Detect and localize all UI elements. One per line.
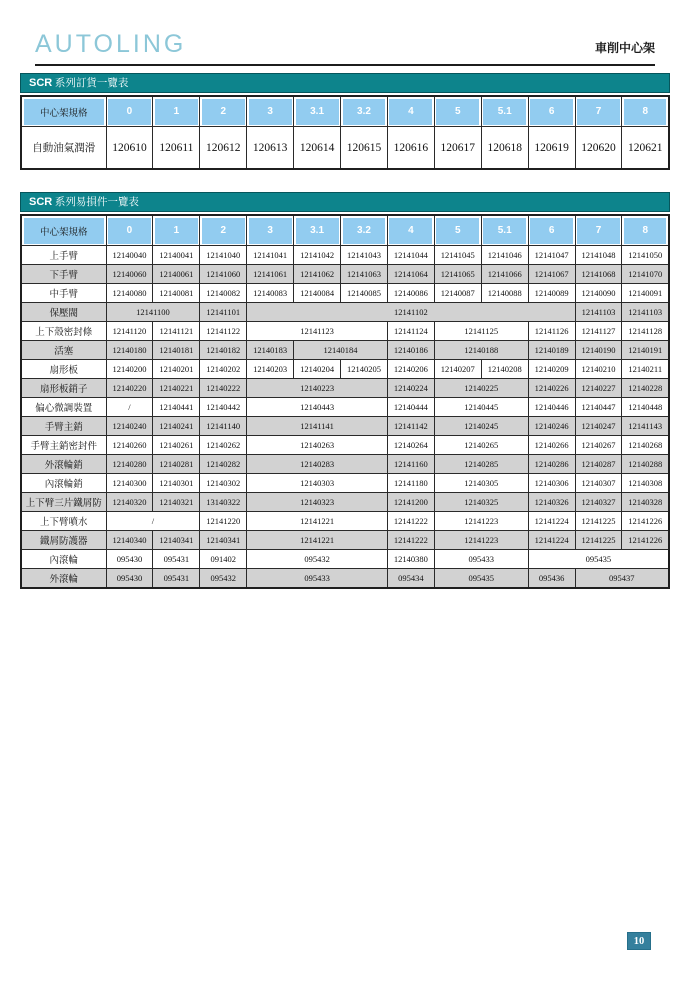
parts-table-title-bar (20, 192, 670, 212)
part-number-cell: 12141101 (200, 303, 247, 322)
page-number-badge: 10 (627, 932, 651, 950)
table-row (21, 417, 669, 436)
row-label: 保壓閥 (21, 303, 106, 322)
part-number-cell: 12141221 (247, 512, 388, 531)
part-number-cell: 12141042 (294, 246, 341, 265)
part-number-cell: 095437 (575, 569, 669, 589)
table-row (21, 303, 669, 322)
row-label: 活塞 (21, 341, 106, 360)
part-number-cell: 12140245 (434, 417, 528, 436)
part-number-cell: 12141048 (575, 246, 622, 265)
size-column-header: 4 (387, 96, 434, 127)
part-number-cell: 12140441 (153, 398, 200, 417)
part-number-cell: 12140180 (106, 341, 153, 360)
table-row (21, 284, 669, 303)
part-number-cell: 12140303 (247, 474, 388, 493)
part-number-cell: 12140267 (575, 436, 622, 455)
part-number-cell: 12140241 (153, 417, 200, 436)
order-table-title-bar (20, 73, 670, 93)
part-number-cell: 12140181 (153, 341, 200, 360)
part-number-cell: 095433 (434, 550, 528, 569)
part-number-cell: 12141224 (528, 512, 575, 531)
part-number-cell: 12140221 (153, 379, 200, 398)
part-number-cell: 12140300 (106, 474, 153, 493)
part-number-cell: 095435 (528, 550, 669, 569)
part-number-cell: 12140282 (200, 455, 247, 474)
size-column-header: 0 (106, 215, 153, 246)
part-number-cell: 12140443 (247, 398, 388, 417)
part-number-cell: 12141124 (387, 322, 434, 341)
part-number-cell: 12140190 (575, 341, 622, 360)
part-number-cell: 12140220 (106, 379, 153, 398)
part-number-cell: 12141122 (200, 322, 247, 341)
size-column-header: 6 (528, 215, 575, 246)
row-label: 自動油氣潤滑 (21, 127, 106, 170)
row-label: 外滾輪銷 (21, 455, 106, 474)
order-table-grid (20, 95, 670, 170)
table-row (21, 569, 669, 589)
part-number-cell: 12141143 (622, 417, 669, 436)
part-number-cell: 120613 (247, 127, 294, 170)
part-number-cell: 120618 (481, 127, 528, 170)
order-table-title-text: 系列訂貨一覽表 (52, 78, 129, 89)
part-number-cell: 12140448 (622, 398, 669, 417)
size-column-header: 1 (153, 96, 200, 127)
part-number-cell: 12141123 (247, 322, 388, 341)
part-number-cell: 12140191 (622, 341, 669, 360)
size-column-header: 5.1 (481, 96, 528, 127)
part-number-cell: 12141067 (528, 265, 575, 284)
row-label: 上下臂噴水 (21, 512, 106, 531)
part-number-cell: 12141102 (247, 303, 575, 322)
part-number-cell: 12140445 (434, 398, 528, 417)
part-number-cell: 12140327 (575, 493, 622, 512)
part-number-cell: 095431 (153, 569, 200, 589)
part-number-cell: 12140444 (387, 398, 434, 417)
part-number-cell: 12140182 (200, 341, 247, 360)
part-number-cell: 12140083 (247, 284, 294, 303)
part-number-cell: 12140082 (200, 284, 247, 303)
table-row (21, 322, 669, 341)
part-number-cell: 12140080 (106, 284, 153, 303)
part-number-cell: 095432 (200, 569, 247, 589)
part-number-cell: 12140265 (434, 436, 528, 455)
size-column-header: 3 (247, 96, 294, 127)
row-label: 手臂主銷 (21, 417, 106, 436)
part-number-cell: 12140222 (200, 379, 247, 398)
part-number-cell: 12141225 (575, 531, 622, 550)
size-column-header: 3.2 (341, 215, 388, 246)
part-number-cell: 12140209 (528, 360, 575, 379)
part-number-cell: 12140200 (106, 360, 153, 379)
part-number-cell: 12140262 (200, 436, 247, 455)
part-number-cell: 12141062 (294, 265, 341, 284)
part-number-cell: 12141065 (434, 265, 481, 284)
table-row (21, 398, 669, 417)
size-column-header: 7 (575, 96, 622, 127)
part-number-cell: 12140307 (575, 474, 622, 493)
size-column-header: 2 (200, 215, 247, 246)
part-number-cell: 120611 (153, 127, 200, 170)
part-number-cell: 12141046 (481, 246, 528, 265)
table-row (21, 550, 669, 569)
part-number-cell: 12141126 (528, 322, 575, 341)
part-number-cell: 12141223 (434, 512, 528, 531)
part-number-cell: 12140040 (106, 246, 153, 265)
part-number-cell: 12141060 (200, 265, 247, 284)
table-row (21, 436, 669, 455)
parts-table-title-text: 系列易損件一覽表 (52, 197, 139, 208)
part-number-cell: 120617 (434, 127, 481, 170)
brand-logo: AUTOLING (35, 30, 187, 58)
part-number-cell: 12141063 (341, 265, 388, 284)
part-number-cell: 12140326 (528, 493, 575, 512)
part-number-cell: 12140260 (106, 436, 153, 455)
part-number-cell: 12140287 (575, 455, 622, 474)
part-number-cell: 12141050 (622, 246, 669, 265)
size-column-header: 2 (200, 96, 247, 127)
part-number-cell: 12140085 (341, 284, 388, 303)
part-number-cell: 12140328 (622, 493, 669, 512)
size-column-header: 3.2 (341, 96, 388, 127)
part-number-cell: 12140183 (247, 341, 294, 360)
size-column-header: 7 (575, 215, 622, 246)
part-number-cell: 12140325 (434, 493, 528, 512)
part-number-cell: 095434 (387, 569, 434, 589)
part-number-cell: 12141223 (434, 531, 528, 550)
part-number-cell: 12140341 (200, 531, 247, 550)
size-column-header: 5 (434, 215, 481, 246)
part-number-cell: 12141141 (247, 417, 388, 436)
part-number-cell: 12141120 (106, 322, 153, 341)
part-number-cell: 12140087 (434, 284, 481, 303)
order-table (20, 95, 670, 170)
part-number-cell: 12141226 (622, 531, 669, 550)
part-number-cell: 12140302 (200, 474, 247, 493)
row-label: 鐵屑防護器 (21, 531, 106, 550)
part-number-cell: 095432 (247, 550, 388, 569)
table-row (21, 265, 669, 284)
part-number-cell: 12141128 (622, 322, 669, 341)
part-number-cell: 12140306 (528, 474, 575, 493)
part-number-cell: 12140263 (247, 436, 388, 455)
part-number-cell: 095431 (153, 550, 200, 569)
part-number-cell: 12141103 (622, 303, 669, 322)
table-row (21, 512, 669, 531)
part-number-cell: 120614 (294, 127, 341, 170)
part-number-cell: 12141125 (434, 322, 528, 341)
part-number-cell: 12141221 (247, 531, 388, 550)
part-number-cell: 12140205 (341, 360, 388, 379)
part-number-cell: 12140201 (153, 360, 200, 379)
part-number-cell: 12140280 (106, 455, 153, 474)
part-number-cell: 12140447 (575, 398, 622, 417)
part-number-cell: 12140189 (528, 341, 575, 360)
part-number-cell: 12140184 (294, 341, 388, 360)
part-number-cell: 12141121 (153, 322, 200, 341)
part-number-cell: 12140226 (528, 379, 575, 398)
part-number-cell: 12141043 (341, 246, 388, 265)
part-number-cell: 12140268 (622, 436, 669, 455)
header-row (21, 96, 669, 127)
part-number-cell: 12140204 (294, 360, 341, 379)
part-number-cell: 12140240 (106, 417, 153, 436)
part-number-cell: 095433 (247, 569, 388, 589)
row-label: 內滾輪銷 (21, 474, 106, 493)
part-number-cell: 12141041 (247, 246, 294, 265)
order-table-title-prefix: SCR (29, 77, 53, 89)
part-number-cell: 12140211 (622, 360, 669, 379)
part-number-cell: 12140090 (575, 284, 622, 303)
part-number-cell: / (106, 512, 200, 531)
header-row (21, 215, 669, 246)
part-number-cell: 12140060 (106, 265, 153, 284)
part-number-cell: 12141047 (528, 246, 575, 265)
part-number-cell: 12140285 (434, 455, 528, 474)
part-number-cell: 13140322 (200, 493, 247, 512)
row-label: 扇形板 (21, 360, 106, 379)
part-number-cell: 12140281 (153, 455, 200, 474)
part-number-cell: 12140224 (387, 379, 434, 398)
part-number-cell: 120619 (528, 127, 575, 170)
part-number-cell: 12140208 (481, 360, 528, 379)
part-number-cell: 12140380 (387, 550, 434, 569)
row-label: 下手臂 (21, 265, 106, 284)
part-number-cell: 12140340 (106, 531, 153, 550)
part-number-cell: 120620 (575, 127, 622, 170)
part-number-cell: 12140081 (153, 284, 200, 303)
part-number-cell: 095436 (528, 569, 575, 589)
part-number-cell: 12140323 (247, 493, 388, 512)
part-number-cell: 12140288 (622, 455, 669, 474)
part-number-cell: 12140286 (528, 455, 575, 474)
part-number-cell: 12141064 (387, 265, 434, 284)
table-row (21, 531, 669, 550)
part-number-cell: 12140341 (153, 531, 200, 550)
order-table-section (20, 73, 670, 170)
part-number-cell: 12140207 (434, 360, 481, 379)
row-label: 偏心微調裝置 (21, 398, 106, 417)
size-column-header: 3.1 (294, 96, 341, 127)
part-number-cell: 12141160 (387, 455, 434, 474)
part-number-cell: 12140206 (387, 360, 434, 379)
spec-header-cell: 中心架規格 (21, 96, 106, 127)
size-column-header: 3 (247, 215, 294, 246)
part-number-cell: 12141061 (247, 265, 294, 284)
row-label: 手臂主銷密封件 (21, 436, 106, 455)
part-number-cell: 12141068 (575, 265, 622, 284)
table-row (21, 379, 669, 398)
part-number-cell: 12140227 (575, 379, 622, 398)
parts-table (20, 214, 670, 589)
part-number-cell: 12141127 (575, 322, 622, 341)
part-number-cell: 095430 (106, 550, 153, 569)
part-number-cell: 12140308 (622, 474, 669, 493)
part-number-cell: 12140088 (481, 284, 528, 303)
part-number-cell: 12140086 (387, 284, 434, 303)
size-column-header: 3.1 (294, 215, 341, 246)
part-number-cell: 12140188 (434, 341, 528, 360)
size-column-header: 5.1 (481, 215, 528, 246)
part-number-cell: 12140203 (247, 360, 294, 379)
part-number-cell: 12140320 (106, 493, 153, 512)
part-number-cell: 12140091 (622, 284, 669, 303)
table-row (21, 493, 669, 512)
part-number-cell: 12140264 (387, 436, 434, 455)
row-label: 中手臂 (21, 284, 106, 303)
part-number-cell: 120610 (106, 127, 153, 170)
part-number-cell: 12141140 (200, 417, 247, 436)
part-number-cell: 12141103 (575, 303, 622, 322)
part-number-cell: 12141222 (387, 531, 434, 550)
part-number-cell: 12141180 (387, 474, 434, 493)
part-number-cell: 12140301 (153, 474, 200, 493)
part-number-cell: 120621 (622, 127, 669, 170)
table-row (21, 360, 669, 379)
part-number-cell: 12140283 (247, 455, 388, 474)
part-number-cell: 12140246 (528, 417, 575, 436)
part-number-cell: 12140261 (153, 436, 200, 455)
part-number-cell: 120615 (341, 127, 388, 170)
spec-header-cell: 中心架規格 (21, 215, 106, 246)
size-column-header: 4 (387, 215, 434, 246)
part-number-cell: 120616 (387, 127, 434, 170)
size-column-header: 6 (528, 96, 575, 127)
part-number-cell: 091402 (200, 550, 247, 569)
part-number-cell: 095435 (434, 569, 528, 589)
part-number-cell: 12141045 (434, 246, 481, 265)
size-column-header: 8 (622, 215, 669, 246)
part-number-cell: 12141040 (200, 246, 247, 265)
size-column-header: 1 (153, 215, 200, 246)
part-number-cell: 120612 (200, 127, 247, 170)
table-row (21, 341, 669, 360)
part-number-cell: 12140228 (622, 379, 669, 398)
parts-table-section (20, 192, 670, 589)
size-column-header: 8 (622, 96, 669, 127)
part-number-cell: 12140223 (247, 379, 388, 398)
table-row (21, 474, 669, 493)
part-number-cell: 12141226 (622, 512, 669, 531)
part-number-cell: 095430 (106, 569, 153, 589)
part-number-cell: 12141224 (528, 531, 575, 550)
part-number-cell: 12141044 (387, 246, 434, 265)
part-number-cell: 12140266 (528, 436, 575, 455)
row-label: 內滾輪 (21, 550, 106, 569)
part-number-cell: 12140225 (434, 379, 528, 398)
part-number-cell: / (106, 398, 153, 417)
part-number-cell: 12141220 (200, 512, 247, 531)
part-number-cell: 12140446 (528, 398, 575, 417)
part-number-cell: 12140202 (200, 360, 247, 379)
table-row (21, 246, 669, 265)
part-number-cell: 12140061 (153, 265, 200, 284)
page-header (35, 30, 655, 66)
part-number-cell: 12141225 (575, 512, 622, 531)
row-label: 外滾輪 (21, 569, 106, 589)
part-number-cell: 12140305 (434, 474, 528, 493)
part-number-cell: 12141200 (387, 493, 434, 512)
table-row (21, 455, 669, 474)
parts-table-grid (20, 214, 670, 589)
part-number-cell: 12141222 (387, 512, 434, 531)
part-number-cell: 12140321 (153, 493, 200, 512)
row-label: 扇形板銷子 (21, 379, 106, 398)
header-category-label: 車削中心架 (594, 41, 655, 55)
part-number-cell: 12140041 (153, 246, 200, 265)
table-row (21, 127, 669, 170)
part-number-cell: 12140089 (528, 284, 575, 303)
size-column-header: 5 (434, 96, 481, 127)
part-number-cell: 12140247 (575, 417, 622, 436)
part-number-cell: 12141142 (387, 417, 434, 436)
row-label: 上手臂 (21, 246, 106, 265)
size-column-header: 0 (106, 96, 153, 127)
part-number-cell: 12140186 (387, 341, 434, 360)
part-number-cell: 12141066 (481, 265, 528, 284)
parts-table-title-prefix: SCR (29, 196, 53, 208)
part-number-cell: 12140442 (200, 398, 247, 417)
part-number-cell: 12141100 (106, 303, 200, 322)
part-number-cell: 12140210 (575, 360, 622, 379)
part-number-cell: 12140084 (294, 284, 341, 303)
part-number-cell: 12141070 (622, 265, 669, 284)
row-label: 上下殼密封條 (21, 322, 106, 341)
row-label: 上下臂三片鐵屑防 (21, 493, 106, 512)
